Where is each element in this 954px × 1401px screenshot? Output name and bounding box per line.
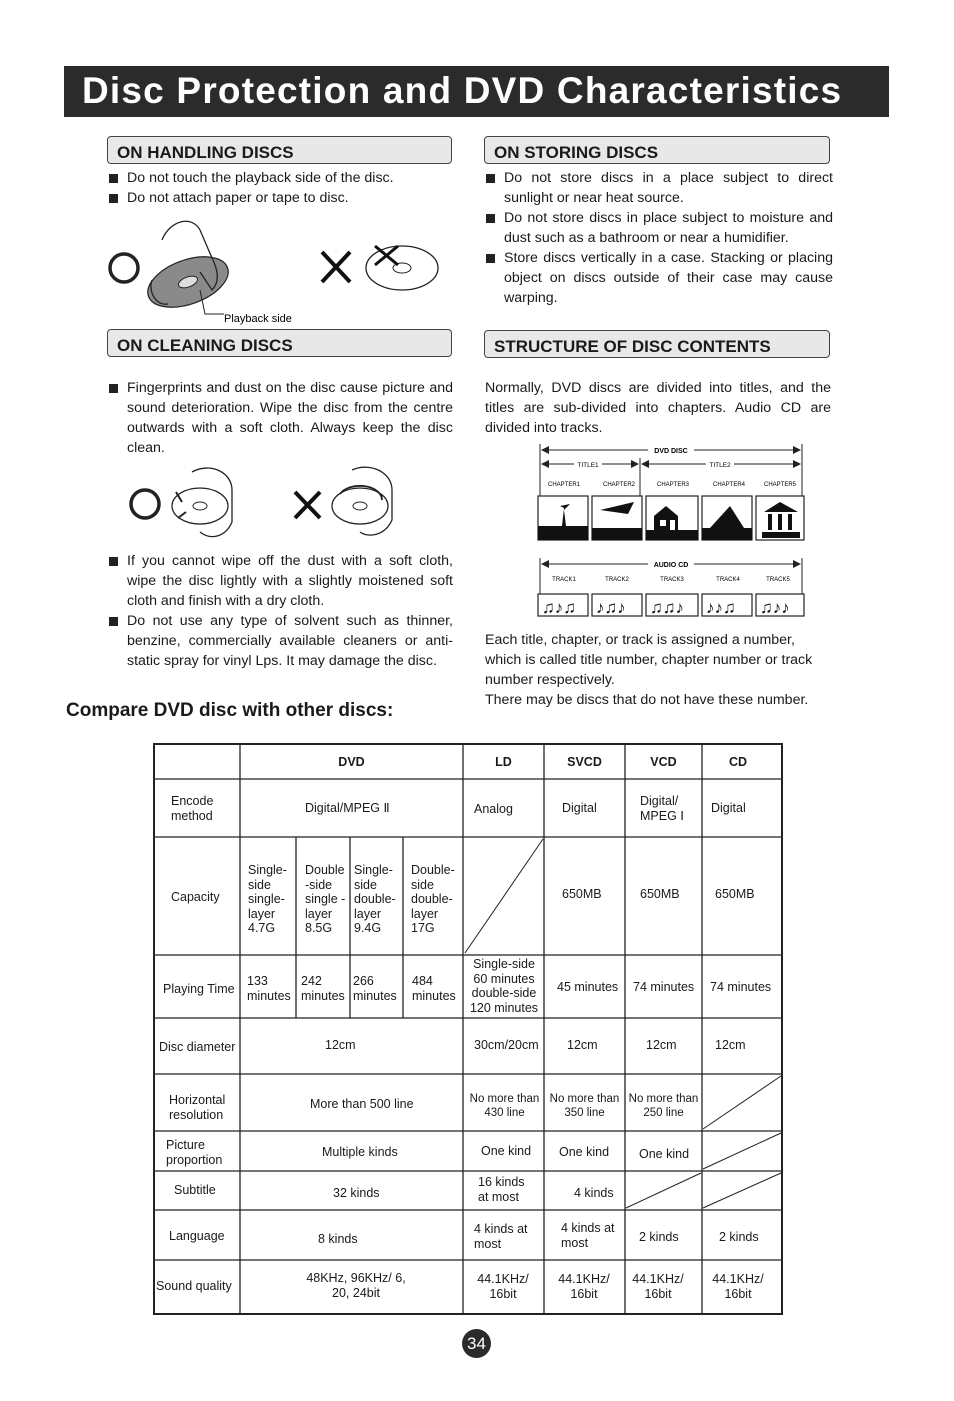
cell-capacity-dvd-3: Single- side double- layer 9.4G	[354, 863, 396, 936]
row-label-picture: Picture proportion	[166, 1138, 223, 1167]
svg-text:♫♫♪: ♫♫♪	[650, 598, 684, 617]
cell-sound-ld: 44.1KHz/ 16bit	[477, 1272, 529, 1301]
track4-label: TRACK4	[716, 577, 740, 583]
page-title: Disc Protection and DVD Characteristics	[82, 70, 843, 111]
svg-text:♫♪♫: ♫♪♫	[542, 598, 576, 617]
col-header-vcd: VCD	[650, 755, 677, 769]
cleaning-item-3: Do not use any type of solvent such as thinner, benzine, commercially available cleaners or anti-static spray for vinyl Lps. It may damage the disc.	[109, 611, 453, 671]
cell-sound-dvd: 48KHz, 96KHz/ 6, 20, 24bit	[306, 1271, 406, 1300]
cell-sound-svcd: 44.1KHz/ 16bit	[558, 1272, 610, 1301]
cell-subtitle-svcd: 4 kinds	[574, 1186, 614, 1200]
page-number: 34	[462, 1329, 491, 1358]
handling-heading: ON HANDLING DISCS	[107, 136, 452, 164]
cell-encode-svcd: Digital	[562, 801, 597, 815]
cell-sound-vcd: 44.1KHz/ 16bit	[632, 1272, 684, 1301]
handling-item-1: Do not touch the playback side of the disc.	[109, 168, 459, 188]
cell-playing-dvd-1: 133 minutes	[247, 974, 291, 1003]
cell-subtitle-ld: 16 kinds at most	[478, 1175, 525, 1204]
chapter5-label: CHAPTER5	[763, 482, 797, 488]
cell-encode-vcd: Digital/ MPEG Ⅰ	[640, 794, 684, 823]
cell-encode-ld: Analog	[474, 802, 513, 816]
cell-playing-dvd-2: 242 minutes	[301, 974, 345, 1003]
cell-horizontal-svcd: No more than 350 line	[549, 1093, 620, 1119]
playback-side-caption: Playback side	[224, 313, 292, 325]
chapter2-label: CHAPTER2	[602, 482, 636, 488]
cell-picture-svcd: One kind	[559, 1145, 610, 1159]
cell-capacity-dvd-4: Double- side double- layer 17G	[411, 863, 455, 936]
cell-language-ld: 4 kinds at most	[474, 1222, 528, 1251]
dvd-disc-label: DVD DISC	[654, 448, 688, 455]
track1-label: TRACK1	[552, 577, 576, 583]
chapter1-label: CHAPTER1	[547, 482, 581, 488]
col-header-cd: CD	[728, 755, 748, 769]
audio-cd-label: AUDIO CD	[653, 562, 689, 569]
row-label-encode: Encode method	[171, 794, 214, 823]
storing-heading: ON STORING DISCS	[484, 136, 830, 164]
cell-language-svcd: 4 kinds at most	[561, 1221, 615, 1250]
cell-capacity-dvd-1: Single- side single- layer 4.7G	[248, 863, 287, 936]
cell-diameter-cd: 12cm	[715, 1038, 746, 1052]
cell-capacity-cd: 650MB	[715, 887, 755, 901]
track3-label: TRACK3	[660, 577, 684, 583]
cell-diameter-svcd: 12cm	[567, 1038, 598, 1052]
handling-item-2: Do not attach paper or tape to disc.	[109, 188, 459, 208]
cell-language-dvd: 8 kinds	[318, 1232, 358, 1246]
row-label-sound: Sound quality	[156, 1279, 232, 1293]
col-header-svcd: SVCD	[567, 755, 602, 769]
cell-horizontal-dvd: More than 500 line	[310, 1097, 414, 1111]
cell-playing-dvd-4: 484 minutes	[412, 974, 456, 1003]
cleaning-item-2: If you cannot wipe off the dust with a soft cloth, wipe the disc lightly with a slightly moistened soft cloth and finish with a dry cloth.	[109, 551, 453, 611]
cell-subtitle-dvd: 32 kinds	[333, 1186, 380, 1200]
cell-diameter-ld: 30cm/20cm	[474, 1038, 539, 1052]
storing-item-1: Do not store discs in a place subject to direct sunlight or near heat source.	[486, 168, 833, 208]
row-label-subtitle: Subtitle	[174, 1183, 216, 1197]
row-label-playing: Playing Time	[163, 982, 235, 996]
storing-item-2: Do not store discs in place subject to moisture and dust such as a bathroom or near a humidifier.	[486, 208, 833, 248]
cell-language-vcd: 2 kinds	[639, 1230, 679, 1244]
cell-diameter-vcd: 12cm	[646, 1038, 677, 1052]
chapter3-label: CHAPTER3	[656, 482, 690, 488]
cell-picture-ld: One kind	[481, 1144, 532, 1158]
col-header-ld: LD	[495, 755, 512, 769]
cell-sound-cd: 44.1KHz/ 16bit	[712, 1272, 764, 1301]
structure-outro-1: Each title, chapter, or track is assigned a number, which is called title number, chapter number or track number respectively.	[485, 632, 813, 688]
cell-horizontal-vcd: No more than 250 line	[628, 1093, 699, 1119]
cell-picture-vcd: One kind	[639, 1147, 690, 1161]
cell-capacity-dvd-2: Double -side single -layer 8.5G	[305, 863, 346, 936]
chapter4-label: CHAPTER4	[712, 482, 746, 488]
row-label-horizontal: Horizontal resolution	[169, 1093, 226, 1122]
row-label-diameter: Disc diameter	[159, 1040, 236, 1054]
cell-encode-cd: Digital	[711, 801, 746, 815]
cell-encode-dvd: Digital/MPEG Ⅱ	[305, 801, 390, 815]
cell-diameter-dvd: 12cm	[325, 1038, 356, 1052]
title1-label: TITLE1	[577, 462, 599, 469]
cell-horizontal-ld: No more than 430 line	[469, 1093, 540, 1119]
cell-playing-svcd: 45 minutes	[557, 980, 619, 994]
cell-capacity-vcd: 650MB	[640, 887, 680, 901]
cell-playing-cd: 74 minutes	[710, 980, 772, 994]
svg-text:♫♪♪: ♫♪♪	[760, 598, 790, 617]
structure-intro: Normally, DVD discs are divided into titles, and the titles are sub-divided into chapters. Audio CD are divided into tracks.	[485, 380, 831, 436]
cell-playing-ld: Single-side 60 minutes double-side 120 minutes	[469, 957, 539, 1015]
track5-label: TRACK5	[766, 577, 790, 583]
compare-heading: Compare DVD disc with other discs:	[66, 700, 394, 721]
cell-capacity-svcd: 650MB	[562, 887, 602, 901]
cell-picture-dvd: Multiple kinds	[322, 1145, 398, 1159]
title2-label: TITLE2	[709, 462, 731, 469]
cleaning-heading: ON CLEANING DISCS	[107, 329, 452, 357]
cell-playing-dvd-3: 266 minutes	[353, 974, 397, 1003]
structure-outro-2: There may be discs that do not have these number.	[485, 692, 809, 708]
cell-language-cd: 2 kinds	[719, 1230, 759, 1244]
svg-text:♪♪♫: ♪♪♫	[706, 598, 736, 617]
structure-heading: STRUCTURE OF DISC CONTENTS	[484, 330, 830, 358]
track2-label: TRACK2	[605, 577, 629, 583]
storing-item-3: Store discs vertically in a case. Stacking or placing object on discs outside of their case may cause warping.	[486, 248, 833, 308]
cell-playing-vcd: 74 minutes	[633, 980, 695, 994]
cleaning-item-1-text: Fingerprints and dust on the disc cause picture and sound deterioration. Wipe the disc from the centre outwards with a soft cloth. Always keep the disc clean.	[109, 378, 453, 458]
row-label-language: Language	[169, 1229, 225, 1243]
col-header-dvd: DVD	[338, 755, 365, 769]
svg-text:♪♫♪: ♪♫♪	[596, 598, 626, 617]
row-label-capacity: Capacity	[171, 890, 220, 904]
